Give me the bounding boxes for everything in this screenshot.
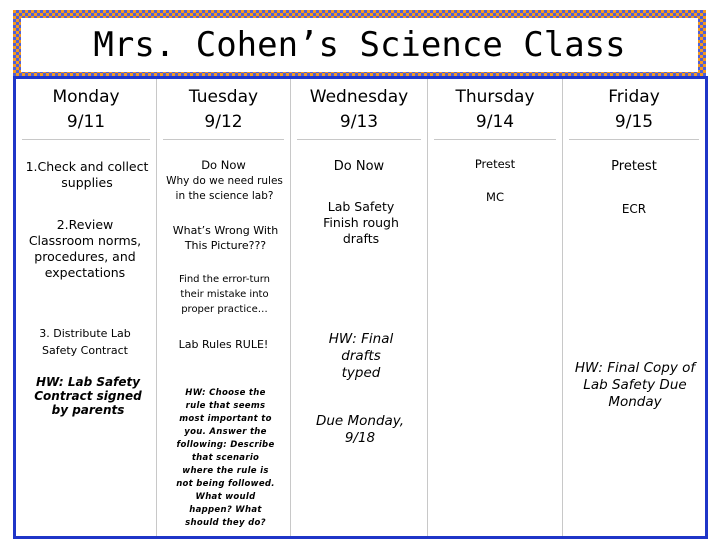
due-note: Due Monday, 9/18 — [315, 413, 405, 446]
day-header — [563, 85, 705, 135]
column-wednesday — [291, 79, 427, 536]
header-divider — [297, 139, 421, 140]
day-name: Tuesday — [188, 87, 259, 107]
day-date: 9/13 — [339, 112, 379, 132]
header-divider — [22, 139, 150, 140]
agenda-item: 3. Distribute Lab Safety Contract — [39, 327, 131, 357]
day-header — [16, 85, 156, 135]
title-banner — [13, 10, 706, 78]
agenda-item: 1.Check and collect supplies — [25, 159, 149, 190]
header-divider — [434, 139, 556, 140]
title-box — [21, 18, 698, 72]
agenda-item: Pretest — [474, 157, 516, 171]
homework-note: HW: Choose the rule that seems most important to you. Answer the following: Describe that scenario where the rule is not being followed. What would happen? What should they do? — [176, 388, 275, 528]
header-divider — [163, 139, 284, 140]
day-header — [291, 85, 427, 135]
day-date: 9/14 — [475, 112, 515, 132]
day-header — [157, 85, 290, 135]
agenda-item: Pretest — [611, 159, 657, 174]
agenda-item: 2.Review Classroom norms, procedures, and expectations — [28, 217, 142, 280]
day-name: Monday — [52, 87, 120, 107]
agenda-item: Lab Safety Finish rough drafts — [323, 199, 399, 246]
day-date: 9/15 — [614, 112, 654, 132]
day-name: Wednesday — [309, 87, 409, 107]
homework-note: HW: Final Copy of Lab Safety Due Monday — [574, 360, 696, 410]
day-date: 9/11 — [66, 112, 106, 132]
column-friday — [563, 79, 705, 536]
agenda-item: ECR — [621, 202, 647, 216]
homework-note: HW: Lab Safety Contract signed by parents — [34, 375, 142, 417]
column-tuesday — [157, 79, 290, 536]
homework-note: HW: Final drafts typed — [328, 331, 394, 381]
day-name: Thursday — [455, 87, 535, 107]
column-thursday — [428, 79, 562, 536]
agenda-item: Lab Rules RULE! — [178, 338, 269, 351]
agenda-item: MC — [486, 190, 504, 204]
page-title: Mrs. Cohen’s Science Class — [93, 25, 626, 65]
header-divider — [569, 139, 699, 140]
day-date: 9/12 — [204, 112, 243, 132]
agenda-item: Why do we need rules in the science lab? — [166, 175, 283, 202]
agenda-item: Do Now — [201, 158, 246, 172]
column-monday — [16, 79, 156, 536]
agenda-item: Do Now — [333, 159, 385, 174]
agenda-item: What’s Wrong With This Picture??? — [172, 224, 279, 252]
day-name: Friday — [608, 87, 660, 107]
schedule-table — [13, 76, 708, 539]
agenda-item: Find the error-turn their mistake into proper practice… — [179, 274, 270, 315]
day-header — [428, 85, 562, 135]
